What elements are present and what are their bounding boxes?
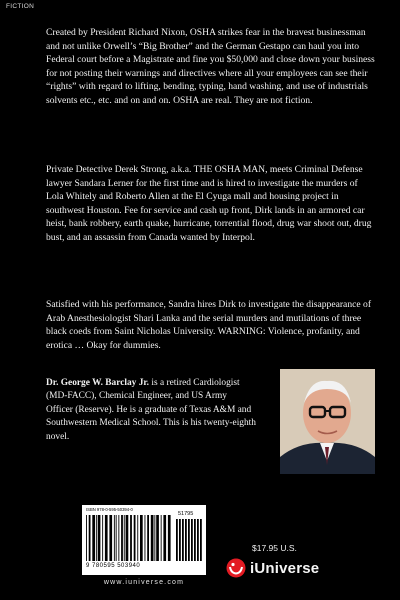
isbn-barcode — [82, 505, 206, 575]
barcode-price-code: 51795 — [178, 511, 194, 517]
isbn-label: ISBN 978-0-595-50394-0 — [86, 507, 133, 512]
iuniverse-swirl-logo-icon — [226, 558, 246, 578]
description-paragraph-3: Satisfied with his performance, Sandra hires Dirk to investigate the disappearance of Arab Anesthesiologist Shari Lanka and the serial murders and mutilations of three black coeds from Saint Nicholas University. WARNING: Violence, profanity, and erotica … Okay for dummies. — [46, 299, 372, 351]
description-paragraph-1: Created by President Richard Nixon, OSHA strikes fear in the bravest businessman and not unlike Orwell’s “Big Brother” and the German Gestapo can haul you into Federal court before a Magistrate and fine you $50,000 and close down your business for not posting their warnings and directives where all your employees can see their “rights” with regard to lifting, bending, typing, hand washing, and use of industrials solvents etc., etc. and on and on. OSHA are real. They are not fiction. — [46, 27, 375, 106]
author-photo — [280, 369, 375, 474]
genre-label: FICTION — [6, 3, 35, 10]
author-bio-text: is a retired Cardiologist (MD-FACC), Chemical Engineer, and US Army Officer (Reserve). He is a graduate of Texas A&M and Southwestern Medical School. This is his twenty-eighth novel. — [46, 378, 256, 442]
retail-price: $17.95 U.S. — [252, 543, 297, 553]
publisher-name: iUniverse — [250, 559, 320, 577]
publisher-website: www.iuniverse.com — [103, 579, 185, 586]
description-paragraph-2: Private Detective Derek Strong, a.k.a. THE OSHA MAN, meets Criminal Defense lawyer Sandara Lerner for the first time and is hired to investigate the murders of Lola Whitely and Roberto Allen at the El Cyuga mall and housing project in southwest Houston. Fee for service and cash up front, Dirk lands in an armored car heist, bank robbery, earth quake, hurricane, torrential flood, drug war shoot out, drug bust, and an assassin from Canada wanted by Interpol. — [46, 164, 372, 243]
author-name: Dr. George W. Barclay Jr. — [46, 378, 150, 388]
barcode-digits: 9 780595 503940 — [86, 563, 141, 569]
author-bio — [46, 377, 256, 444]
publisher-logo — [226, 557, 319, 579]
